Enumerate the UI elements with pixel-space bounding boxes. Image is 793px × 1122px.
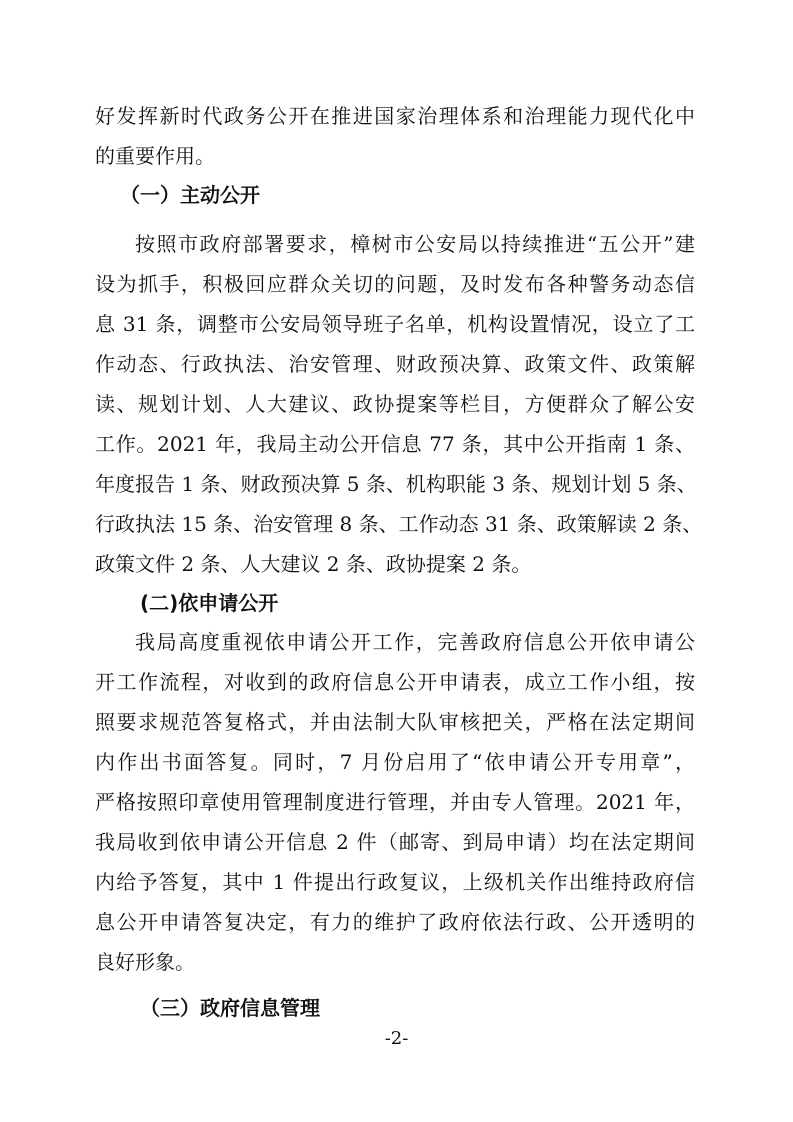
section2-line-8: 息公开申请答复决定，有力的维护了政府依法行政、公开透明的 <box>95 910 695 934</box>
section2-line-9: 良好形象。 <box>95 950 195 974</box>
section1-line-9: 政策文件 2 条、人大建议 2 条、政协提案 2 条。 <box>95 552 532 576</box>
page-number: -2- <box>384 1028 409 1049</box>
intro-line-2: 的重要作用。 <box>95 144 215 168</box>
section2-line-6: 我局收到依申请公开信息 2 件（邮寄、到局申请）均在法定期间 <box>95 830 695 854</box>
section1-line-8: 行政执法 15 条、治安管理 8 条、工作动态 31 条、政策解读 2 条、 <box>95 512 703 536</box>
section1-line-3: 息 31 条，调整市公安局领导班子名单，机构设置情况，设立了工 <box>95 312 695 336</box>
section2-line-5: 严格按照印章使用管理制度进行管理，并由专人管理。2021 年， <box>95 790 695 814</box>
section1-line-2: 设为抓手，积极回应群众关切的问题，及时发布各种警务动态信 <box>95 272 695 296</box>
section1-line-5: 读、规划计划、人大建议、政协提案等栏目，方便群众了解公安 <box>95 392 695 416</box>
section2-line-3: 照要求规范答复格式，并由法制大队审核把关，严格在法定期间 <box>95 710 695 734</box>
section-heading-government-information-management: （三）政府信息管理 <box>140 996 320 1020</box>
section1-line-1: 按照市政府部署要求，樟树市公安局以持续推进“五公开”建 <box>135 232 695 256</box>
section1-line-4: 作动态、行政执法、治安管理、财政预决算、政策文件、政策解 <box>95 352 695 376</box>
section1-line-7: 年度报告 1 条、财政预决算 5 条、机构职能 3 条、规划计划 5 条、 <box>95 472 697 496</box>
section-heading-disclosure-on-request: (二)依申请公开 <box>140 591 279 615</box>
intro-line-1: 好发挥新时代政务公开在推进国家治理体系和治理能力现代化中 <box>95 104 695 128</box>
section-heading-proactive-disclosure: （一）主动公开 <box>120 183 260 207</box>
section2-line-1: 我局高度重视依申请公开工作，完善政府信息公开依申请公 <box>135 630 695 654</box>
section1-line-6: 工作。2021 年，我局主动公开信息 77 条，其中公开指南 1 条、 <box>95 432 695 456</box>
section2-line-4: 内作出书面答复。同时，7 月份启用了“依申请公开专用章”， <box>95 750 695 774</box>
section2-line-7: 内给予答复，其中 1 件提出行政复议，上级机关作出维持政府信 <box>95 870 695 894</box>
section2-line-2: 开工作流程，对收到的政府信息公开申请表，成立工作小组，按 <box>95 670 695 694</box>
